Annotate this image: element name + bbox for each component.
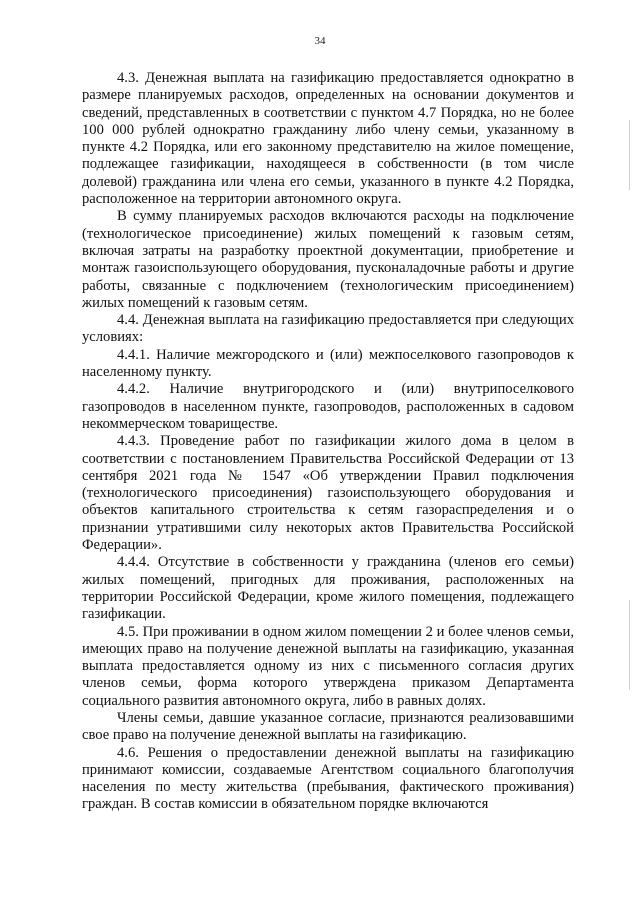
paragraph-4-4-2: 4.4.2. Наличие внутригородского и (или) внутрипоселкового газопроводов в населенном пункте, газопроводов, расположенных в садовом некоммерческом товариществе.: [82, 381, 574, 432]
scan-edge-mark: [629, 120, 630, 190]
paragraph-4-4-3: 4.4.3. Проведение работ по газификации жилого дома в целом в соответствии с постановлением Правительства Российской Федерации от 13 сентября 2021 года № 1547 «Об утверждении Правил подключения (технологического присоединения) газоиспользующего оборудования и объектов капитального строительства к сетям газораспределения и о признании утратившими силу некоторых актов Правительства Российской Федерации».: [82, 433, 574, 554]
document-body: [82, 70, 574, 814]
paragraph-4-4: 4.4. Денежная выплата на газификацию предоставляется при следующих условиях:: [82, 312, 574, 346]
paragraph-planned-expenses: В сумму планируемых расходов включаются расходы на подключение (технологическое присоединение) жилых помещений к газовым сетям, включая затраты на разработку проектной документации, приобретение и монтаж газоиспользующего оборудования, пусконаладочные работы и другие работы, связанные с подключением (технологическим присоединением) жилых помещений к газовым сетям.: [82, 208, 574, 311]
paragraph-4-3: 4.3. Денежная выплата на газификацию предоставляется однократно в размере планируемых расходов, определенных на основании документов и сведений, представленных в соответствии с пунктом 4.7 Порядка, но не более 100 000 рублей однократно гражданину либо члену семьи, указанному в пункте 4.2 Порядка, или его законному представителю на жилое помещение, подлежащее газификации, находящееся в собственности (в том числе долевой) гражданина или члена его семьи, указанного в пункте 4.2 Порядка, расположенное на территории автономного округа.: [82, 70, 574, 208]
paragraph-4-6: 4.6. Решения о предоставлении денежной выплаты на газификацию принимают комиссии, создаваемые Агентством социального благополучия населения по месту жительства (пребывания, фактического проживания) граждан. В состав комиссии в обязательном порядке включаются: [82, 744, 574, 813]
scan-edge-mark: [629, 600, 630, 690]
paragraph-4-4-1: 4.4.1. Наличие межгородского и (или) межпоселкового газопроводов к населенному пункту.: [82, 346, 574, 381]
paragraph-4-5: 4.5. При проживании в одном жилом помещении 2 и более членов семьи, имеющих право на получение денежной выплаты на газификацию, указанная выплата предоставляется одному из них с письменного согласия других членов семьи, форма которого утверждена приказом Департамента социального развития автономного округа, либо в равных долях.: [82, 623, 574, 709]
page-number: 34: [314, 35, 326, 47]
paragraph-4-4-4: 4.4.4. Отсутствие в собственности у гражданина (членов его семьи) жилых помещений, пригодных для проживания, расположенных на территории Российской Федерации, кроме жилого помещения, подлежащего газификации.: [82, 554, 574, 623]
paragraph-family-members: Члены семьи, давшие указанное согласие, признаются реализовавшими свое право на получение денежной выплаты на газификацию.: [82, 709, 574, 744]
